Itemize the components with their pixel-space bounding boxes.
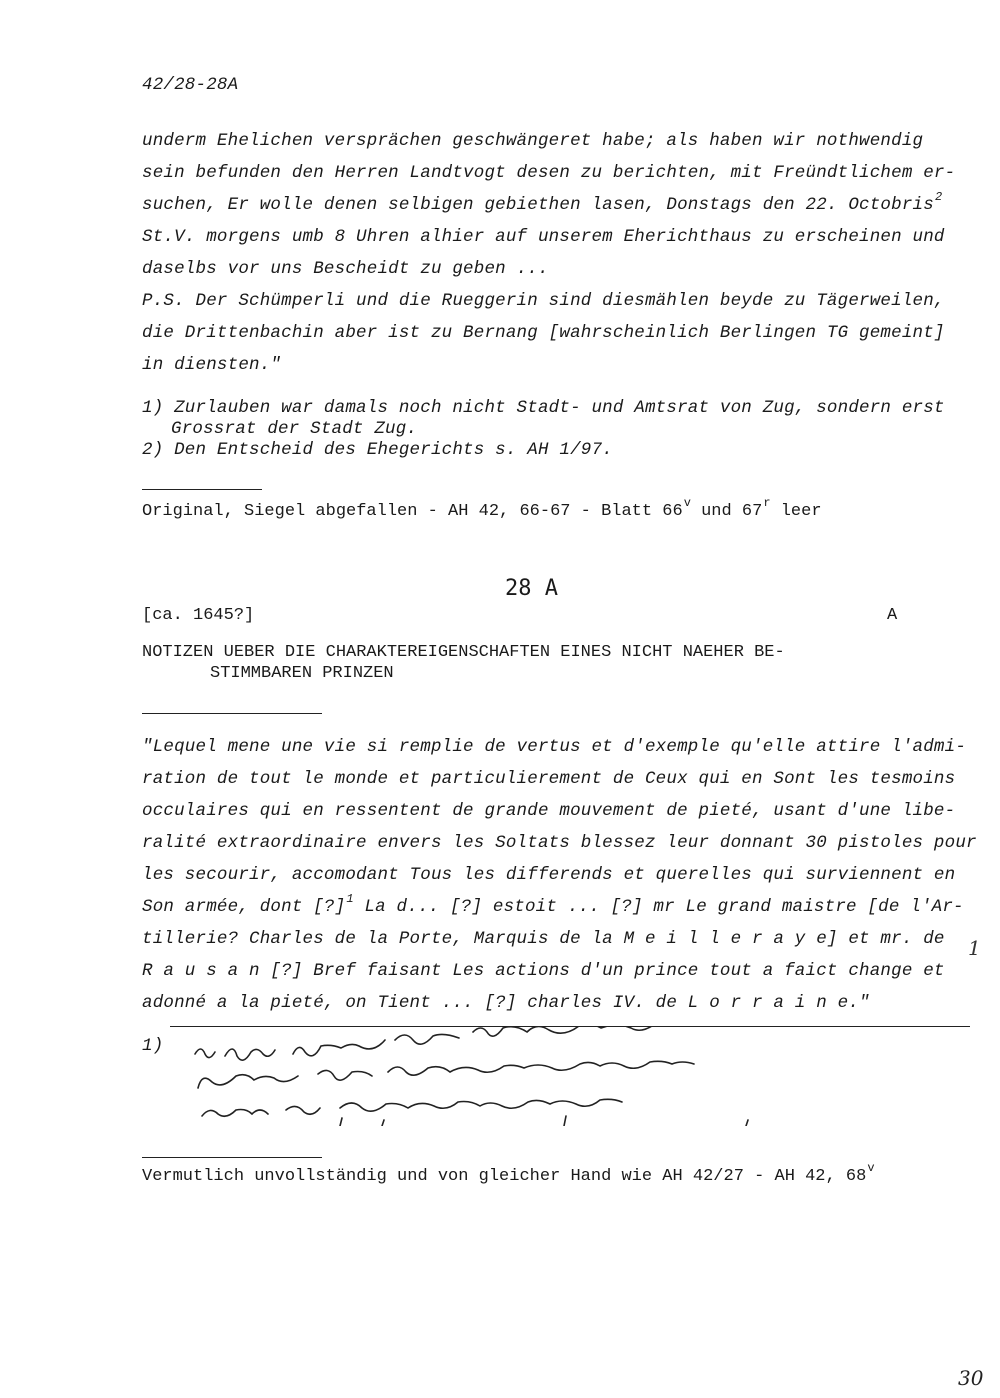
body-line: sein befunden den Herren Landtvogt desen zu berichten, mit Freündtlichem er- [142, 163, 956, 183]
document-title-line-1: NOTIZEN UEBER DIE CHARAKTEREIGENSCHAFTEN EINES NICHT NAEHER BE- [142, 643, 785, 662]
handwritten-facsimile [180, 1026, 970, 1126]
body-line: in diensten." [142, 355, 282, 375]
document-title-line-2: STIMMBAREN PRINZEN [210, 664, 394, 683]
previous-source-note: Original, Siegel abgefallen - AH 42, 66-67 - Blatt 66$^v$ und 67$^r$ leer [142, 496, 822, 521]
footnote-label: 1) [142, 1036, 164, 1056]
footnote-2: 2) Den Entscheid des Ehegerichts s. AH 1/97. [142, 440, 613, 460]
source-separator [142, 489, 262, 490]
footnote-1-continuation: Grossrat der Stadt Zug. [171, 419, 418, 439]
body-line: P.S. Der Schümperli und die Rueggerin sind diesmählen beyde zu Tägerweilen, [142, 291, 945, 311]
document-date: [ca. 1645?] [142, 606, 255, 625]
quote-line: tillerie? Charles de la Porte, Marquis de la M e i l l e r a y e] et mr. de [142, 929, 945, 949]
quote-line: "Lequel mene une vie si remplie de vertus et d'exemple qu'elle attire l'admi- [142, 737, 967, 757]
quote-line: les secourir, accomodant Tous les differends et querelles qui surviennent en [142, 865, 956, 885]
header-reference: 42/28-28A [142, 75, 239, 95]
quote-line: ration de tout le monde et particulierement de Ceux qui en Sont les tesmoins [142, 769, 956, 789]
body-line: underm Ehelichen versprächen geschwängeret habe; als haben wir nothwendig [142, 131, 924, 151]
body-line: St.V. morgens umb 8 Uhren alhier auf unserem Eherichthaus zu erscheinen und [142, 227, 945, 247]
source-note: Vermutlich unvollständig und von gleicher Hand wie AH 42/27 - AH 42, 68$^v$ [142, 1161, 875, 1186]
document-letter: A [887, 606, 898, 625]
quote-line: adonné a la pieté, on Tient ... [?] charles IV. de L o r r a i n e." [142, 993, 870, 1013]
footnote-1: 1) Zurlauben war damals noch nicht Stadt- und Amtsrat von Zug, sondern erst [142, 398, 945, 418]
margin-footnote-mark: 1 [968, 936, 981, 960]
quote-line: Son armée, dont [?]$^1$ La d... [?] estoit ... [?] mr Le grand maistre [de l'Ar- [142, 892, 964, 917]
document-number: 28 A [505, 576, 558, 601]
page-number: 30 [958, 1366, 984, 1390]
quote-line: R a u s a n [?] Bref faisant Les actions d'un prince tout a faict change et [142, 961, 945, 981]
quote-line: occulaires qui en ressentent de grande mouvement de pieté, usant d'une libe- [142, 801, 956, 821]
body-line: die Drittenbachin aber ist zu Bernang [wahrscheinlich Berlingen TG gemeint] [142, 323, 945, 343]
quote-line: ralité extraordinaire envers les Soltats blessez leur donnant 30 pistoles pour [142, 833, 977, 853]
body-line: suchen, Er wolle denen selbigen gebiethen lasen, Donstags den 22. Octobris$^2$ [142, 190, 943, 215]
footnote-marker: 1 [346, 892, 354, 906]
body-line: daselbs vor uns Bescheidt zu geben ... [142, 259, 549, 279]
footnote-marker: 2 [934, 190, 943, 204]
title-separator [142, 713, 322, 714]
source-separator-2 [142, 1157, 322, 1158]
